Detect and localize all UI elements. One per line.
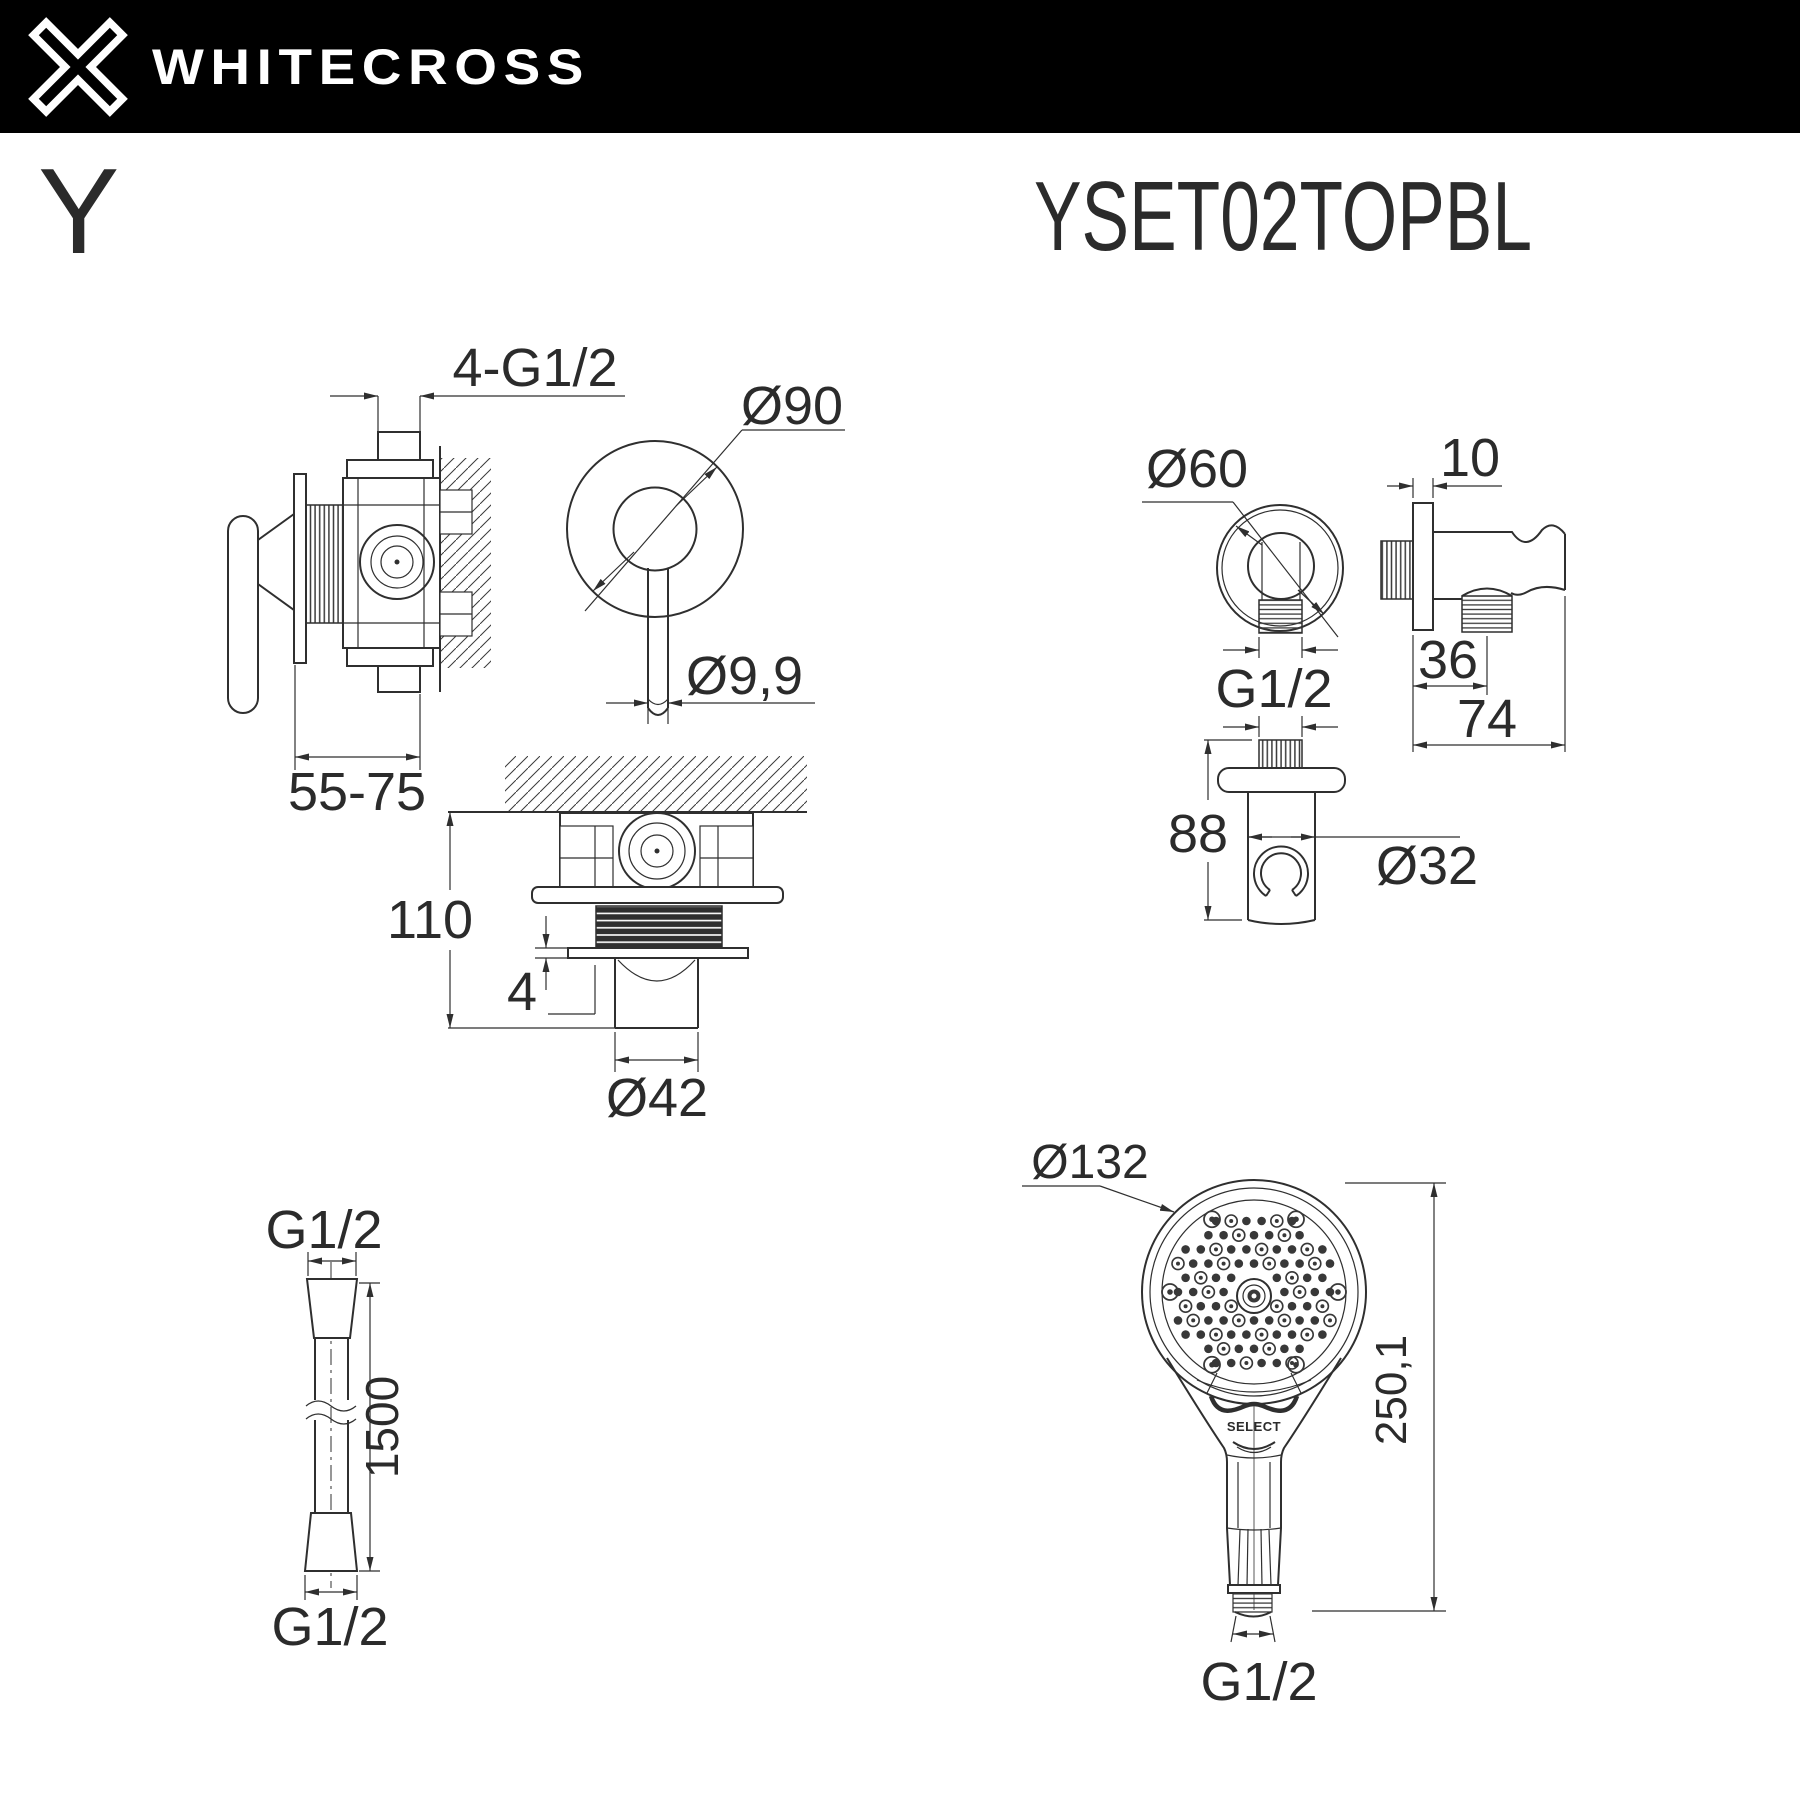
holder-top-view: [1168, 740, 1478, 924]
mixer-bottom-view: [387, 756, 807, 1128]
mixer-front-view: [567, 376, 845, 724]
outlet-thread-cup: [1462, 596, 1512, 632]
dim-depth: 74: [1456, 689, 1518, 749]
dim-elbow-thread: G1/2: [1215, 659, 1333, 719]
stud-thread: [1259, 740, 1302, 768]
model-number: YSET02TOPBL: [1034, 161, 1532, 271]
dim-handle-diameter: Ø9,9: [686, 646, 804, 706]
wall-hatch: [505, 756, 807, 811]
series-label: Y: [38, 143, 120, 279]
dim-total-length: 250,1: [1367, 1334, 1416, 1446]
elbow-side-view: [1381, 428, 1565, 752]
thread-collar: [596, 906, 722, 948]
brand-name: WHITECROSS: [152, 39, 590, 95]
hand-shower-drawing: [1022, 1136, 1446, 1712]
dim-elbow-diameter: Ø60: [1145, 439, 1249, 499]
thread-stub: [1259, 600, 1302, 633]
dim-escutcheon-diameter: Ø90: [740, 376, 844, 436]
dim-handle-thread: G1/2: [1200, 1652, 1318, 1712]
dim-clip-diameter: Ø32: [1376, 836, 1479, 896]
handle-cone: [258, 514, 294, 610]
dim-offset: 36: [1417, 630, 1479, 690]
dim-hose-bottom-thread: G1/2: [271, 1597, 389, 1657]
dim-hose-top-thread: G1/2: [265, 1200, 383, 1260]
handle-thread: [1233, 1593, 1272, 1612]
mixer-side-view: [228, 338, 625, 822]
dim-hose-length: 1500: [356, 1375, 408, 1479]
clip-inner: [1261, 853, 1301, 890]
inlet-thread: [1381, 541, 1413, 599]
dim-head-diameter: Ø132: [1031, 1136, 1149, 1189]
dim-plate-thickness: 10: [1439, 428, 1501, 488]
dim-depth-range: 55-75: [287, 762, 427, 822]
select-button-label: SELECT: [1226, 1419, 1282, 1434]
elbow-front-view: [1142, 439, 1343, 737]
brand-bar: [0, 0, 1800, 143]
thread-block: [306, 505, 343, 623]
hose-drawing: [265, 1200, 408, 1657]
title-row: [38, 143, 1532, 279]
dim-plate-thickness: 4: [506, 962, 538, 1022]
dim-holder-height: 88: [1167, 804, 1229, 864]
dim-top-thread: 4-G1/2: [452, 338, 618, 398]
handle-lever: [228, 516, 258, 713]
dim-height: 110: [386, 890, 474, 950]
dim-spout-diameter: Ø42: [605, 1068, 709, 1128]
